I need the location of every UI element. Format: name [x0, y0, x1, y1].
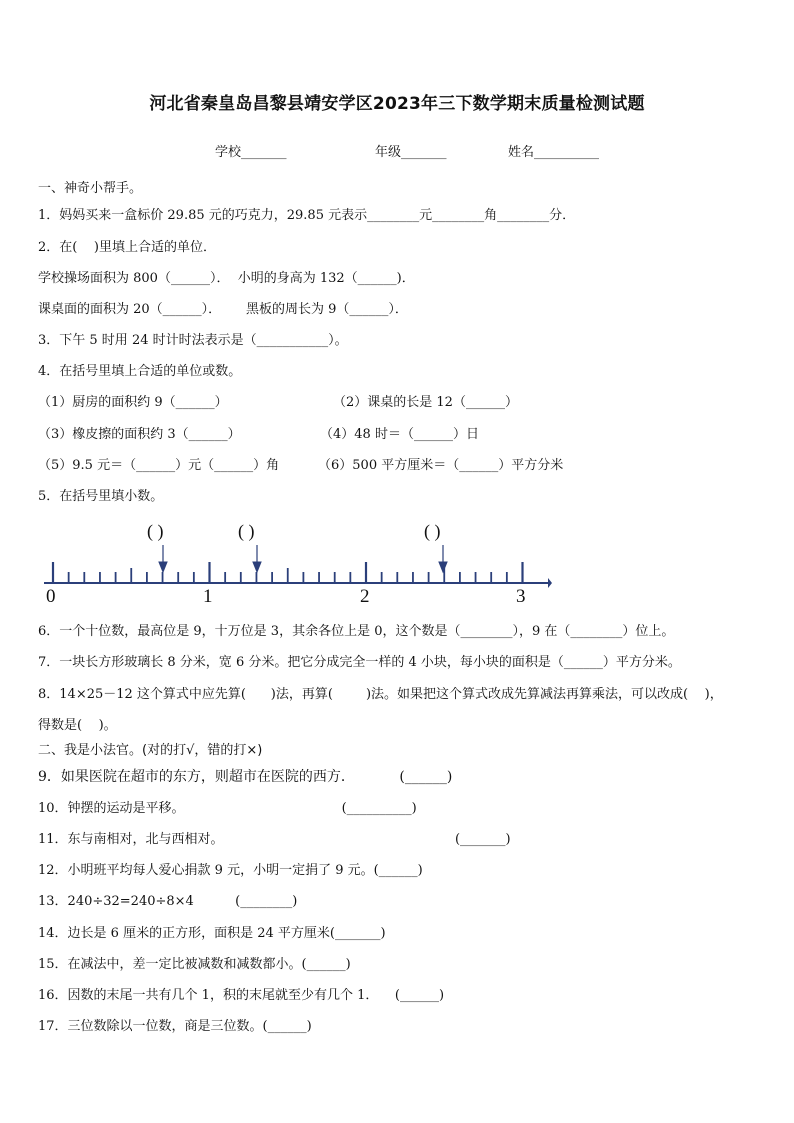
- numberline-label-0: 0: [46, 586, 56, 607]
- question-4-item-1: （1）厨房的面积约 9（______）: [38, 395, 228, 410]
- question-4-item-2: （2）课桌的长是 12（______）: [333, 395, 518, 410]
- question-10: 10．钟摆的运动是平移。 (__________): [38, 801, 417, 816]
- number-line: [0, 540, 794, 590]
- numberline-blank-3: ( ): [424, 521, 441, 541]
- question-6: 6．一个十位数，最高位是 9，十万位是 3，其余各位上是 0，这个数是（________），9 在（________）位上。: [38, 624, 675, 639]
- question-11: 11．东与南相对，北与西相对。 (_______): [38, 832, 511, 847]
- numberline-blank-1: ( ): [147, 521, 164, 541]
- school-field: 学校_______: [215, 145, 287, 160]
- question-3: 3．下午 5 时用 24 时计时法表示是（___________）。: [38, 333, 348, 348]
- question-17: 17．三位数除以一位数，商是三位数。(______): [38, 1019, 312, 1034]
- question-9: 9．如果医院在超市的东方，则超市在医院的西方． (______): [38, 769, 453, 785]
- question-2-line-b: 课桌面的面积为 20（______）． 黑板的周长为 9（______）．: [38, 302, 408, 317]
- question-4: 4．在括号里填上合适的单位或数。: [38, 364, 242, 379]
- question-16: 16．因数的末尾一共有几个 1，积的末尾就至少有几个 1． (______): [38, 988, 445, 1003]
- section-two-heading: 二、我是小法官。(对的打√，错的打×): [38, 743, 263, 758]
- exam-title: 河北省秦皇岛昌黎县靖安学区2023年三下数学期末质量检测试题: [149, 94, 645, 114]
- question-8: 8．14×25－12 这个算式中应先算( )法，再算( )法。如果把这个算式改成先算减法再算乘法，可以改成( )，: [38, 687, 723, 702]
- section-one-heading: 一、神奇小帮手。: [38, 181, 143, 196]
- question-4-item-3: （3）橡皮擦的面积约 3（______）: [38, 427, 241, 442]
- name-field: 姓名__________: [508, 145, 600, 160]
- question-4-item-6: （6）500 平方厘米＝（______）平方分米: [318, 458, 564, 473]
- numberline-blank-2: ( ): [238, 521, 255, 541]
- question-4-item-5: （5）9.5 元＝（______）元（______）角: [38, 458, 280, 473]
- question-2: 2．在( )里填上合适的单位．: [38, 240, 216, 255]
- question-4-item-4: （4）48 时＝（______）日: [320, 427, 479, 442]
- number-line-ticks: [53, 562, 523, 583]
- number-line-arrow: [548, 578, 552, 588]
- question-15: 15．在减法中，差一定比被减数和减数都小。(______): [38, 957, 351, 972]
- question-1: 1．妈妈买来一盒标价 29.85 元的巧克力，29.85 元表示________元________角________分．: [38, 208, 576, 223]
- question-5: 5．在括号里填小数。: [38, 489, 164, 504]
- numberline-label-2: 2: [360, 586, 370, 607]
- question-8-continued: 得数是( )。: [38, 718, 117, 733]
- question-2-line-a: 学校操场面积为 800（______）． 小明的身高为 132（______)．: [38, 271, 415, 286]
- question-13: 13．240÷32=240÷8×4 (________): [38, 894, 298, 909]
- question-14: 14．边长是 6 厘米的正方形，面积是 24 平方厘米(_______): [38, 926, 386, 941]
- numberline-label-1: 1: [203, 586, 213, 607]
- numberline-label-3: 3: [516, 586, 526, 607]
- question-7: 7．一块长方形玻璃长 8 分米，宽 6 分米。把它分成完全一样的 4 小块，每小块的面积是（______）平方分米。: [38, 655, 681, 670]
- question-12: 12．小明班平均每人爱心捐款 9 元，小明一定捐了 9 元。(______): [38, 863, 423, 878]
- grade-field: 年级_______: [375, 145, 447, 160]
